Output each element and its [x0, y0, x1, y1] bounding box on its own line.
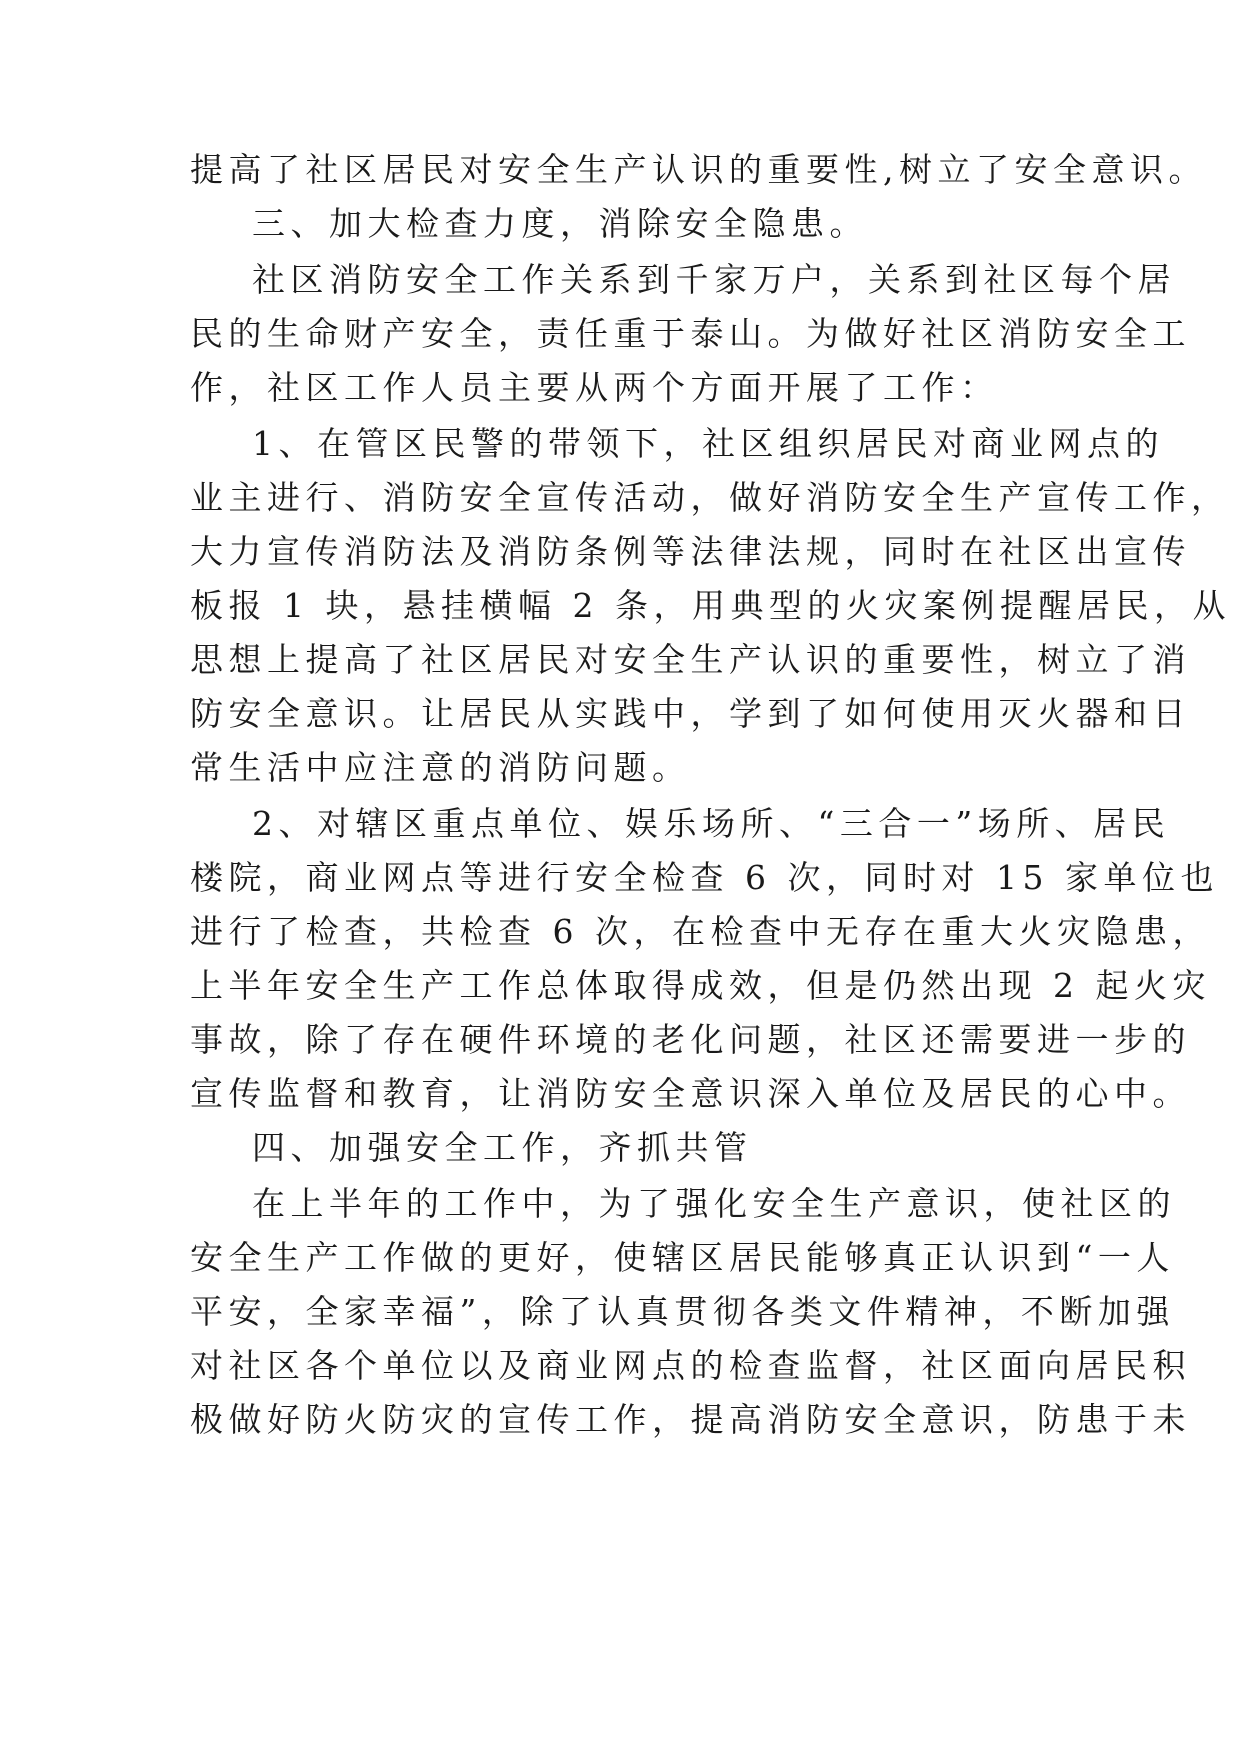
text-line: 业主进行、消防安全宣传活动，做好消防安全生产宣传工作，	[190, 478, 1230, 517]
text-line: 思想上提高了社区居民对安全生产认识的重要性，树立了消	[190, 640, 1191, 679]
text-line: 2、对辖区重点单位、娱乐场所、“三合一”场所、居民	[252, 804, 1171, 843]
text-line: 1、在管区民警的带领下，社区组织居民对商业网点的	[252, 424, 1164, 463]
text-line: 对社区各个单位以及商业网点的检查监督，社区面向居民积	[190, 1346, 1191, 1385]
text-line: 社区消防安全工作关系到千家万户，关系到社区每个居	[252, 260, 1176, 299]
text-line: 常生活中应注意的消防问题。	[190, 748, 691, 787]
text-line: 提高了社区居民对安全生产认识的重要性,树立了安全意识。	[190, 150, 1207, 189]
text-line: 大力宣传消防法及消防条例等法律法规，同时在社区出宣传	[190, 532, 1191, 571]
text-line: 安全生产工作做的更好，使辖区居民能够真正认识到“一人	[190, 1238, 1175, 1277]
text-line: 进行了检查，共检查 6 次，在检查中无存在重大火灾隐患，	[190, 912, 1211, 951]
text-line: 宣传监督和教育，让消防安全意识深入单位及居民的心中。	[190, 1074, 1191, 1113]
text-line: 防安全意识。让居民从实践中，学到了如何使用灭火器和日	[190, 694, 1191, 733]
text-line: 在上半年的工作中，为了强化安全生产意识，使社区的	[252, 1184, 1176, 1223]
section-heading: 四、加强安全工作，齐抓共管	[252, 1128, 753, 1167]
text-line: 平安，全家幸福”，除了认真贯彻各类文件精神，不断加强	[190, 1292, 1175, 1331]
text-line: 作，社区工作人员主要从两个方面开展了工作：	[190, 368, 999, 407]
text-line: 民的生命财产安全，责任重于泰山。为做好社区消防安全工	[190, 314, 1191, 353]
text-line: 板报 1 块，悬挂横幅 2 条，用典型的火灾案例提醒居民，从	[190, 586, 1231, 625]
text-line: 楼院，商业网点等进行安全检查 6 次，同时对 15 家单位也	[190, 858, 1219, 897]
section-heading: 三、加大检查力度，消除安全隐患。	[252, 204, 868, 243]
text-line: 极做好防火防灾的宣传工作，提高消防安全意识，防患于未	[190, 1400, 1191, 1439]
text-line: 上半年安全生产工作总体取得成效，但是仍然出现 2 起火灾	[190, 966, 1211, 1005]
text-line: 事故，除了存在硬件环境的老化问题，社区还需要进一步的	[190, 1020, 1191, 1059]
